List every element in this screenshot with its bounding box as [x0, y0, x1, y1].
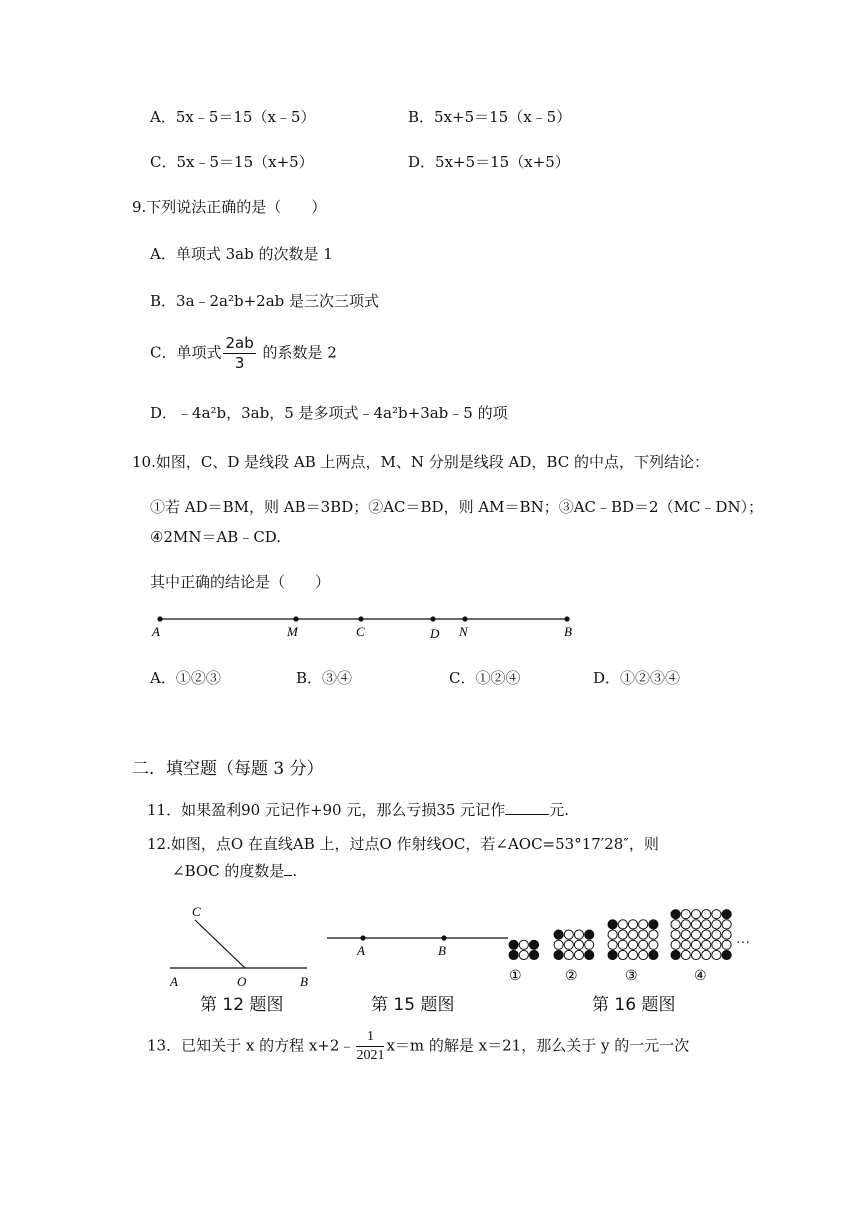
white-dot [712, 930, 721, 939]
fig16-caption: 第 16 题图 [592, 995, 676, 1015]
fig16-label-2: ② [565, 969, 578, 984]
q9-option-b: B．3a﹣2a²b+2ab 是三次三项式 [150, 292, 380, 310]
white-dot [722, 940, 731, 949]
white-dot [681, 910, 690, 919]
point-c-dot [358, 616, 363, 621]
white-dot [628, 950, 637, 959]
black-dot [608, 920, 617, 929]
q10-option-b: B．③④ [296, 669, 353, 687]
fig12-angle-figure [160, 898, 320, 993]
black-dot [509, 950, 518, 959]
white-dot [618, 940, 627, 949]
q13-fraction-denominator: 2021 [356, 1048, 385, 1063]
black-dot [649, 920, 658, 929]
black-dot [554, 950, 563, 959]
black-dot [529, 950, 538, 959]
white-dot [702, 910, 711, 919]
fig15-point-a-dot [360, 935, 365, 940]
q10-option-d: D．①②③④ [593, 669, 681, 687]
point-b-dot [564, 616, 569, 621]
black-dot [722, 950, 731, 959]
black-dot [671, 950, 680, 959]
white-dot [691, 940, 700, 949]
q11-text-after: 元. [549, 801, 570, 819]
black-dot [608, 950, 617, 959]
label-n: N [459, 624, 468, 639]
q9-option-d: D．﹣4a²b，3ab，5 是多项式﹣4a²b+3ab﹣5 的项 [150, 404, 508, 422]
fig16-label-4: ④ [694, 969, 707, 984]
white-dot [608, 940, 617, 949]
white-dot [722, 930, 731, 939]
fig16-label-3: ③ [625, 969, 638, 984]
white-dot [671, 920, 680, 929]
label-c: C [356, 624, 365, 639]
white-dot [681, 950, 690, 959]
white-dot [618, 920, 627, 929]
white-dot [712, 940, 721, 949]
q13-text-after: x＝m 的解是 x＝21，那么关于 y 的一元一次 [386, 1036, 690, 1055]
black-dot [722, 910, 731, 919]
fig16-patterns [509, 910, 731, 960]
q8-option-b: B．5x+5＝15（x﹣5） [408, 108, 572, 126]
q9-option-c-prefix: C．单项式 [150, 343, 222, 362]
q10-statements-line1: ①若 AD＝BM，则 AB＝3BD；②AC＝BD，则 AM＝BN；③AC﹣BD＝2（MC﹣DN）； [150, 498, 764, 516]
white-dot [639, 950, 648, 959]
black-dot [649, 950, 658, 959]
white-dot [681, 930, 690, 939]
white-dot [681, 920, 690, 929]
fig12-label-a: A [170, 974, 178, 989]
q10-option-c: C．①②④ [449, 669, 521, 687]
q8-option-a: A．5x﹣5＝15（x﹣5） [150, 108, 316, 126]
point-m-dot [293, 616, 298, 621]
q12-line1: 12.如图，点O 在直线AB 上，过点O 作射线OC，若∠AOC=53°17′28″，则 [147, 835, 659, 853]
white-dot [702, 920, 711, 929]
white-dot [618, 930, 627, 939]
white-dot [691, 910, 700, 919]
white-dot [702, 940, 711, 949]
q12-line2-before: ∠BOC 的度数是 [172, 862, 285, 880]
fig12-caption: 第 12 题图 [200, 995, 284, 1015]
q9-fraction [223, 336, 255, 371]
label-a: A [152, 624, 160, 639]
fig15-label-b: B [438, 943, 446, 958]
white-dot [712, 910, 721, 919]
black-dot [671, 910, 680, 919]
white-dot [649, 930, 658, 939]
white-dot [564, 940, 573, 949]
fig16-label-1: ① [509, 969, 522, 984]
fig12-label-c: C [192, 904, 201, 919]
point-d-dot [430, 616, 435, 621]
white-dot [639, 940, 648, 949]
q9-option-a: A．单项式 3ab 的次数是 1 [150, 245, 333, 263]
white-dot [628, 920, 637, 929]
q11-answer-blank [505, 800, 549, 815]
white-dot [564, 950, 573, 959]
section-2-title: 二．填空题（每题 3 分） [132, 759, 324, 779]
white-dot [554, 940, 563, 949]
white-dot [608, 930, 617, 939]
ray-oc [195, 920, 245, 968]
q13-fraction [356, 1030, 384, 1063]
white-dot [712, 920, 721, 929]
white-dot [691, 950, 700, 959]
q11-text-before: 11．如果盈利90 元记作+90 元，那么亏损35 元记作 [147, 801, 506, 819]
q11-text [147, 799, 569, 820]
label-b: B [564, 624, 572, 639]
fig15-point-b-dot [441, 935, 446, 940]
white-dot [519, 950, 528, 959]
white-dot [702, 930, 711, 939]
q13-text-before: 13．已知关于 x 的方程 x+2﹣ [147, 1036, 355, 1055]
q12-line2-after: . [292, 862, 298, 880]
black-dot [585, 930, 594, 939]
white-dot [574, 930, 583, 939]
q12-line2 [172, 860, 297, 881]
q10-segment-figure [140, 605, 590, 645]
fig15-line-figure [325, 925, 510, 965]
q10-option-a: A．①②③ [150, 669, 221, 687]
label-m: M [287, 624, 298, 639]
black-dot [509, 940, 518, 949]
white-dot [574, 940, 583, 949]
fig16-ellipsis: … [736, 932, 750, 947]
white-dot [519, 940, 528, 949]
point-n-dot [462, 616, 467, 621]
white-dot [649, 940, 658, 949]
white-dot [628, 930, 637, 939]
white-dot [639, 930, 648, 939]
white-dot [681, 940, 690, 949]
white-dot [564, 930, 573, 939]
white-dot [628, 940, 637, 949]
white-dot [585, 940, 594, 949]
white-dot [671, 930, 680, 939]
white-dot [702, 950, 711, 959]
black-dot [529, 940, 538, 949]
white-dot [712, 950, 721, 959]
point-a-dot [157, 616, 162, 621]
q9-stem: 9.下列说法正确的是（ ） [132, 198, 327, 216]
white-dot [691, 930, 700, 939]
q10-stem: 10.如图，C、D 是线段 AB 上两点，M、N 分别是线段 AD，BC 的中点，下列结论： [132, 453, 709, 471]
q9-option-c [150, 336, 337, 371]
fig15-label-a: A [357, 943, 365, 958]
q10-ask: 其中正确的结论是（ ） [150, 573, 331, 591]
q13-text [147, 1030, 689, 1063]
q9-option-c-suffix: 的系数是 2 [262, 343, 337, 362]
white-dot [574, 950, 583, 959]
black-dot [585, 950, 594, 959]
white-dot [722, 920, 731, 929]
fig15-caption: 第 15 题图 [371, 995, 455, 1015]
q10-statements-line2: ④2MN＝AB﹣CD. [150, 528, 282, 546]
fig12-label-o: O [237, 974, 247, 989]
white-dot [691, 920, 700, 929]
q8-option-c: C．5x﹣5＝15（x+5） [150, 153, 314, 171]
fig16-pattern-figure [505, 905, 765, 985]
q8-option-d: D．5x+5＝15（x+5） [408, 153, 570, 171]
black-dot [554, 930, 563, 939]
q13-fraction-numerator: 1 [356, 1030, 384, 1047]
white-dot [618, 950, 627, 959]
white-dot [671, 940, 680, 949]
q9-fraction-denominator: 3 [234, 354, 245, 372]
fig12-label-b: B [300, 974, 308, 989]
q9-fraction-numerator: 2ab [225, 334, 254, 352]
label-d: D [430, 626, 440, 641]
white-dot [639, 920, 648, 929]
